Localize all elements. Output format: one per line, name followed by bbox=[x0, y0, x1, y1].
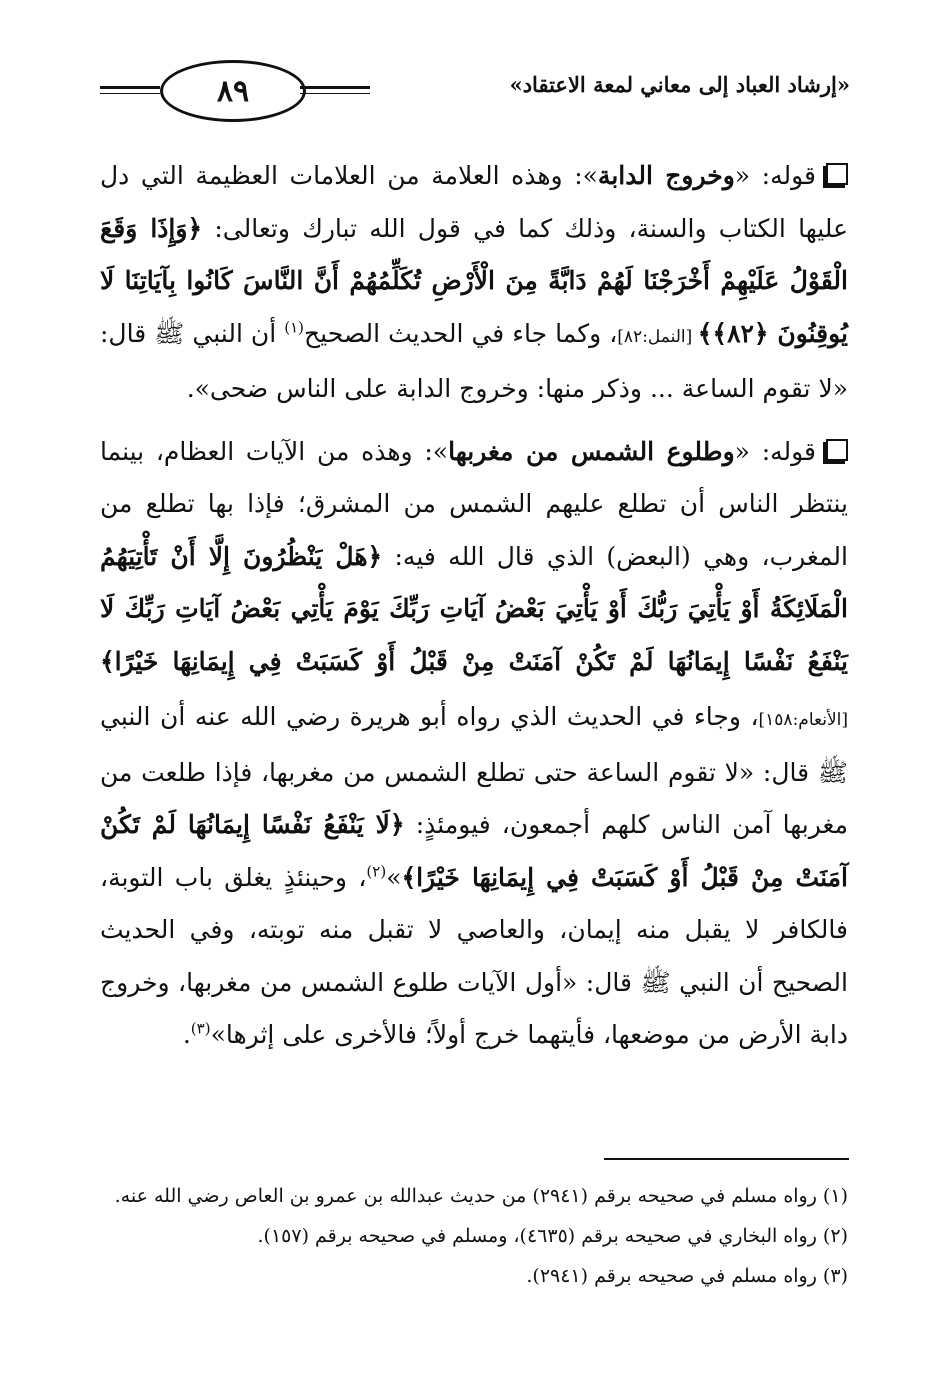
footnote-ref: (١) bbox=[284, 318, 305, 337]
text-run: . bbox=[182, 1020, 191, 1049]
footnote: (١) رواه مسلم في صحيحه برقم (٢٩٤١) من حديث عبدالله بن عمرو بن العاص رضي الله عنه. bbox=[114, 1185, 848, 1207]
section-paragraph bbox=[100, 150, 848, 416]
verse-citation: [النمل:٨٢] bbox=[617, 326, 698, 347]
text-run: ، وحينئذٍ يغلق باب التوبة، فالكافر لا يقبل منه إيمان، والعاصي لا تقبل منه توبته، وفي الحديث الصحيح أن النبي ﷺ قال: «أول الآيات طلوع الشمس من مغربها، وخروج دابة الأرض من موضعها، فأيتهما خرج أولاً؛ فالأخرى على إثرها» bbox=[100, 862, 848, 1049]
footnote: (٢) رواه البخاري في صحيحه برقم (٤٦٣٥)، ومسلم في صحيحه برقم (١٥٧). bbox=[257, 1225, 848, 1247]
text-run: قوله: « bbox=[734, 161, 816, 190]
footnote-ref: (٣) bbox=[190, 1019, 211, 1038]
bold-term: وطلوع الشمس من مغربها bbox=[448, 436, 735, 466]
quran-verse: ﴿لَا يَنْفَعُ نَفْسًا إِيمَانُهَا لَمْ تَكُنْ آمَنَتْ مِنْ قَبْلُ أَوْ كَسَبَتْ فِي إِيمَانِهَا خَيْرًا﴾ bbox=[100, 810, 848, 892]
page-number: ٨٩ bbox=[160, 60, 306, 122]
text-run: »: وهذه من الآيات العظام، بينما ينتظر الناس أن تطلع عليهم الشمس من المشرق؛ فإذا بها تطلع من المغرب، وهي (البعض) الذي قال الله فيه: bbox=[100, 436, 848, 571]
text-run: أن النبي ﷺ قال: «لا تقوم الساعة ... وذكر منها: وخروج الدابة على الناس ضحى». bbox=[100, 318, 848, 403]
footnote-ref: (٢) bbox=[366, 862, 387, 881]
bold-term: وخروج الدابة bbox=[597, 161, 735, 190]
paragraph-text bbox=[100, 437, 848, 1050]
text-run: »: وهذه العلامة من العلامات العظيمة التي دل عليها الكتاب والسنة، وذلك كما في قول الله تبارك وتعالى: bbox=[100, 161, 848, 243]
footnotes bbox=[100, 1176, 848, 1296]
checkbox-icon bbox=[826, 439, 848, 461]
section-paragraph bbox=[100, 426, 848, 1062]
footnote: (٣) رواه مسلم في صحيحه برقم (٢٩٤١). bbox=[526, 1265, 848, 1287]
header-rule-middle bbox=[300, 86, 370, 94]
text-run: » bbox=[386, 862, 402, 892]
paragraph-text bbox=[100, 161, 848, 403]
page-header bbox=[100, 52, 850, 132]
quran-verse: ﴿هَلْ يَنْظُرُونَ إِلَّا أَنْ تَأْتِيَهُمُ الْمَلَائِكَةُ أَوْ يَأْتِيَ رَبُّكَ أَوْ يَأْتِيَ بَعْضُ آيَاتِ رَبِّكَ يَوْمَ يَأْتِي بَعْضُ آيَاتِ رَبِّكَ لَا يَنْفَعُ نَفْسًا إِيمَانُهَا لَمْ تَكُنْ آمَنَتْ مِنْ قَبْلُ أَوْ كَسَبَتْ فِي إِيمَانِهَا خَيْرًا﴾ bbox=[100, 541, 848, 676]
quran-verse: ﴿وَإِذَا وَقَعَ الْقَوْلُ عَلَيْهِمْ أَخْرَجْنَا لَهُمْ دَابَّةً مِنَ الْأَرْضِ تُكَلِّمُهُمْ أَنَّ النَّاسَ كَانُوا بِآيَاتِنَا لَا يُوقِنُونَ ﴿٨٢﴾﴾ bbox=[100, 213, 848, 348]
running-title: «إرشاد العباد إلى معاني لمعة الاعتقاد» bbox=[509, 72, 850, 97]
footnote-divider bbox=[604, 1158, 849, 1160]
text-run: ، وجاء في الحديث الذي رواه أبو هريرة رضي الله عنه أن النبي ﷺ قال: «لا تقوم الساعة حتى تطلع الشمس من مغربها، فإذا طلعت من مغربها آمن الناس كلهم أجمعون، فيومئذٍ: bbox=[100, 702, 848, 839]
header-rule-left bbox=[100, 86, 160, 94]
text-run: ، وكما جاء في الحديث الصحيح bbox=[304, 318, 618, 348]
verse-citation: [الأنعام:١٥٨] bbox=[758, 710, 848, 730]
checkbox-icon bbox=[826, 163, 848, 185]
text-run: قوله: « bbox=[734, 436, 817, 466]
main-text bbox=[100, 150, 848, 1072]
